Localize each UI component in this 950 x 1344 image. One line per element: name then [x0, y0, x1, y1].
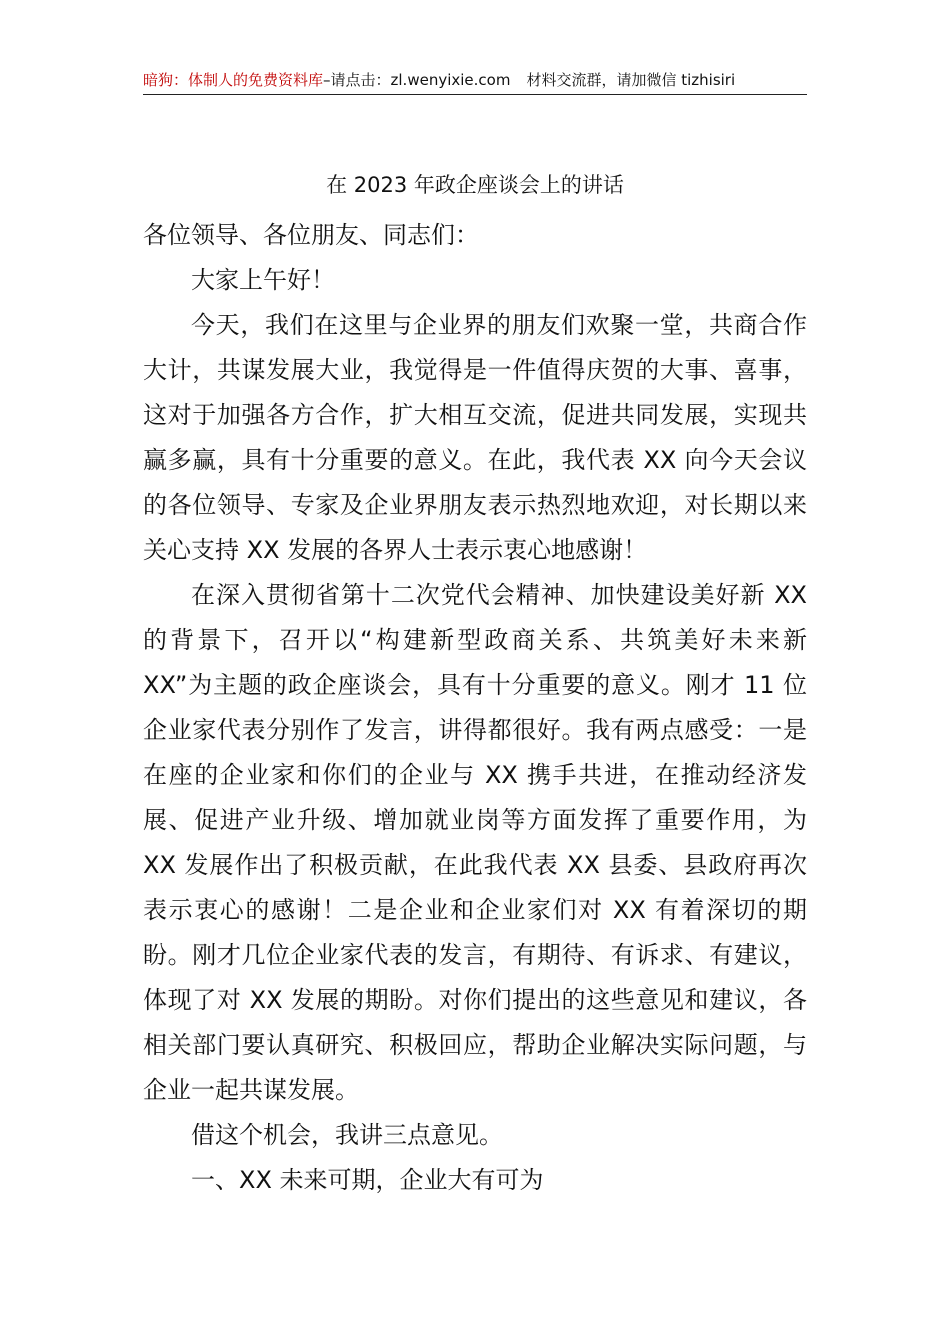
header-link[interactable]: –请点击：zl.wenyixie.com [323, 71, 511, 89]
page-header [143, 70, 807, 95]
document-title: 在 2023 年政企座谈会上的讲话 [326, 173, 624, 197]
paragraph: 借这个机会，我讲三点意见。 [191, 1121, 503, 1149]
salutation: 各位领导、各位朋友、同志们： [143, 221, 479, 249]
document-body [143, 213, 807, 1203]
header-source: 暗狗：体制人的免费资料库 [143, 71, 324, 89]
section-heading: 一、XX 未来可期，企业大有可为 [191, 1166, 544, 1194]
header-contact: 材料交流群，请加微信 tizhisiri [526, 71, 736, 89]
paragraph: 在深入贯彻省第十二次党代会精神、加快建设美好新 XX 的背景下，召开以“构建新型政商关系、共筑美好未来新 XX”为主题的政企座谈会，具有十分重要的意义。刚才 11 位企业家代表分别作了发言，讲得都很好。我有两点感受：一是在座的企业家和你们的企业与 XX 携手共进，在推动经济发展、促进产业升级、增加就业岗等方面发挥了重要作用，为 XX 发展作出了积极贡献，在此我代表 XX 县委、县政府再次表示衷心的感谢！二是企业和企业家们对 XX 有着深切的期盼。刚才几位企业家代表的发言，有期待、有诉求、有建议，体现了对 XX 发展的期盼。对你们提出的这些意见和建议，各相关部门要认真研究、积极回应，帮助企业解决实际问题，与企业一起共谋发展。 [143, 581, 807, 1104]
paragraph: 今天，我们在这里与企业界的朋友们欢聚一堂，共商合作大计，共谋发展大业，我觉得是一件值得庆贺的大事、喜事，这对于加强各方合作，扩大相互交流，促进共同发展，实现共赢多赢，具有十分重要的意义。在此，我代表 XX 向今天会议的各位领导、专家及企业界朋友表示热烈地欢迎，对长期以来关心支持 XX 发展的各界人士表示衷心地感谢！ [143, 311, 807, 564]
paragraph-greeting: 大家上午好！ [191, 266, 335, 294]
